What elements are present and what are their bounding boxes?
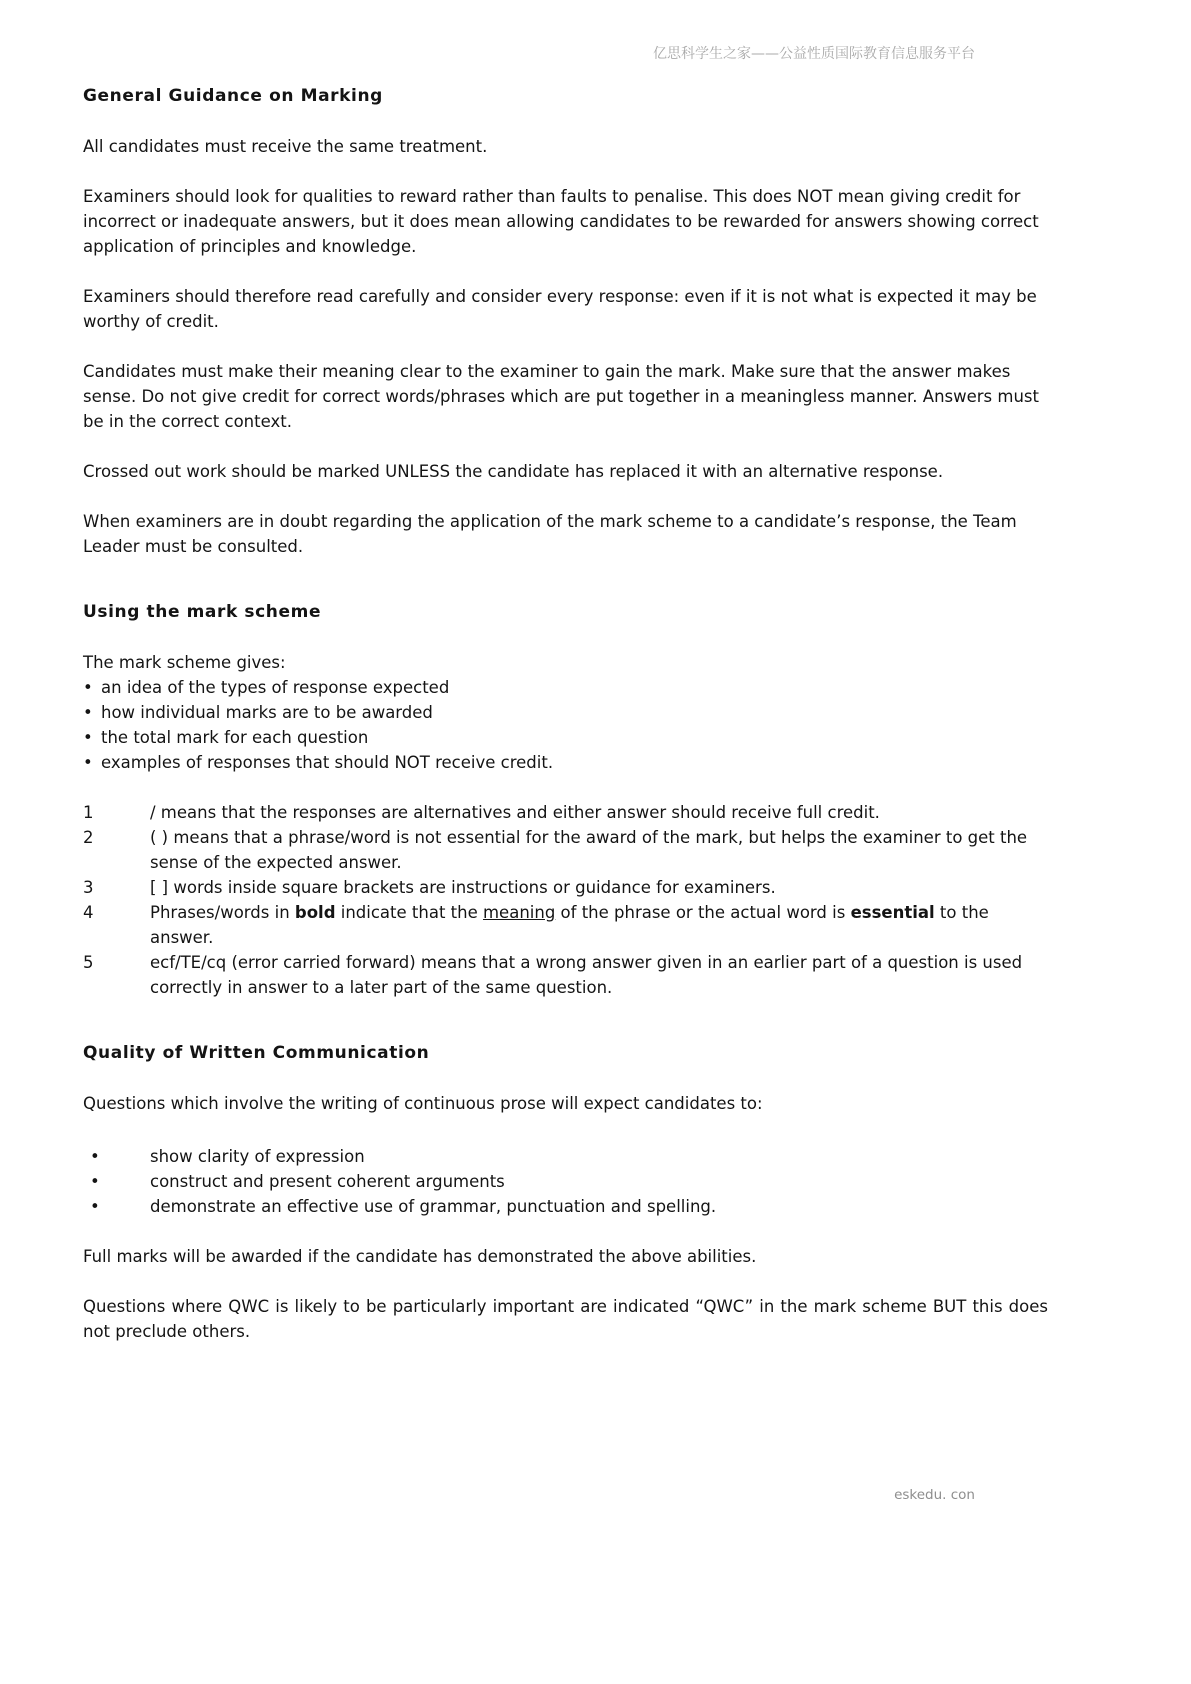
bullet-text: an idea of the types of response expected	[101, 678, 450, 697]
heading-general-guidance: General Guidance on Marking	[83, 86, 383, 106]
item-number: 3	[83, 878, 94, 897]
bullet-icon: •	[90, 1197, 100, 1216]
numbered-item	[83, 900, 1048, 950]
numbered-item	[83, 875, 1048, 900]
paragraph-qwc-intro: Questions which involve the writing of continuous prose will expect candidates to:	[83, 1094, 763, 1113]
bullet-item	[83, 725, 1048, 750]
bullet-icon: •	[90, 1172, 100, 1191]
paragraph-read-carefully: Examiners should therefore read carefully and consider every response: even if it is not what is expected it may be worthy of credit.	[83, 287, 1037, 331]
paragraph-crossed-out-work: Crossed out work should be marked UNLESS the candidate has replaced it with an alternative response.	[83, 462, 944, 481]
numbered-item	[83, 950, 1048, 1000]
bullet-icon: •	[83, 728, 93, 747]
item-text-underlined: meaning	[482, 903, 556, 922]
bullet-text: the total mark for each question	[101, 728, 369, 747]
bullet-icon: •	[83, 703, 93, 722]
watermark-footer: eskedu. con	[894, 1487, 975, 1503]
item-number: 4	[83, 903, 94, 922]
item-text	[150, 900, 1048, 950]
mark-scheme-numbered-list	[83, 800, 1048, 1000]
bullet-item	[83, 1144, 1048, 1169]
bullet-item	[83, 750, 1048, 775]
paragraph-meaning-clear: Candidates must make their meaning clear to the examiner to gain the mark. Make sure that the answer makes sense. Do not give credit for correct words/phrases which are put together in a meaningless manner. Answers must be in the correct context.	[83, 362, 1039, 431]
item-number: 5	[83, 953, 94, 972]
paragraph-qualities-to-reward: Examiners should look for qualities to reward rather than faults to penalise. This does NOT mean giving credit for incorrect or inadequate answers, but it does mean allowing candidates to be rewarded for answers showing correct application of principles and knowledge.	[83, 187, 1039, 256]
paragraph-same-treatment: All candidates must receive the same treatment.	[83, 137, 488, 156]
bullet-icon: •	[90, 1147, 100, 1166]
bullet-icon: •	[83, 753, 93, 772]
item-text-segment: indicate that the	[335, 903, 483, 922]
item-text-segment: Phrases/words in	[150, 903, 295, 922]
bullet-item	[83, 1169, 1048, 1194]
item-text-segment: to the answer.	[150, 903, 989, 947]
item-text: ( ) means that a phrase/word is not essential for the award of the mark, but helps the examiner to get the sense of the expected answer.	[150, 828, 1028, 872]
qwc-bullet-list	[83, 1144, 1048, 1219]
item-text-bold: bold	[294, 903, 336, 922]
bullet-text: show clarity of expression	[150, 1147, 365, 1166]
paragraph-mark-scheme-intro: The mark scheme gives:	[83, 653, 286, 672]
bullet-item	[83, 700, 1048, 725]
numbered-item	[83, 800, 1048, 825]
item-text: [ ] words inside square brackets are instructions or guidance for examiners.	[150, 878, 776, 897]
numbered-item	[83, 825, 1048, 875]
paragraph-qwc-indicated: Questions where QWC is likely to be particularly important are indicated “QWC” in the mark scheme BUT this does not preclude others.	[83, 1297, 1048, 1341]
bullet-item	[83, 675, 1048, 700]
bullet-item	[83, 1194, 1048, 1219]
mark-scheme-bullet-list	[83, 675, 1048, 775]
item-number: 1	[83, 803, 94, 822]
bullet-text: how individual marks are to be awarded	[101, 703, 433, 722]
bullet-text: examples of responses that should NOT receive credit.	[101, 753, 554, 772]
item-text: ecf/TE/cq (error carried forward) means that a wrong answer given in an earlier part of a question is used correctly in answer to a later part of the same question.	[150, 953, 1023, 997]
item-number: 2	[83, 828, 94, 847]
watermark-header: 亿思科学生之家——公益性质国际教育信息服务平台	[653, 46, 975, 62]
paragraph-full-marks: Full marks will be awarded if the candidate has demonstrated the above abilities.	[83, 1247, 757, 1266]
bullet-text: construct and present coherent arguments	[150, 1172, 505, 1191]
bullet-icon: •	[83, 678, 93, 697]
item-text-bold: essential	[850, 903, 935, 922]
heading-quality-written-communication: Quality of Written Communication	[83, 1043, 430, 1063]
item-text-segment: of the phrase or the actual word is	[555, 903, 851, 922]
bullet-text: demonstrate an effective use of grammar, punctuation and spelling.	[150, 1197, 717, 1216]
paragraph-team-leader: When examiners are in doubt regarding the application of the mark scheme to a candidate’s response, the Team Leader must be consulted.	[83, 512, 1017, 556]
item-text: / means that the responses are alternatives and either answer should receive full credit.	[150, 803, 880, 822]
heading-using-mark-scheme: Using the mark scheme	[83, 602, 322, 622]
